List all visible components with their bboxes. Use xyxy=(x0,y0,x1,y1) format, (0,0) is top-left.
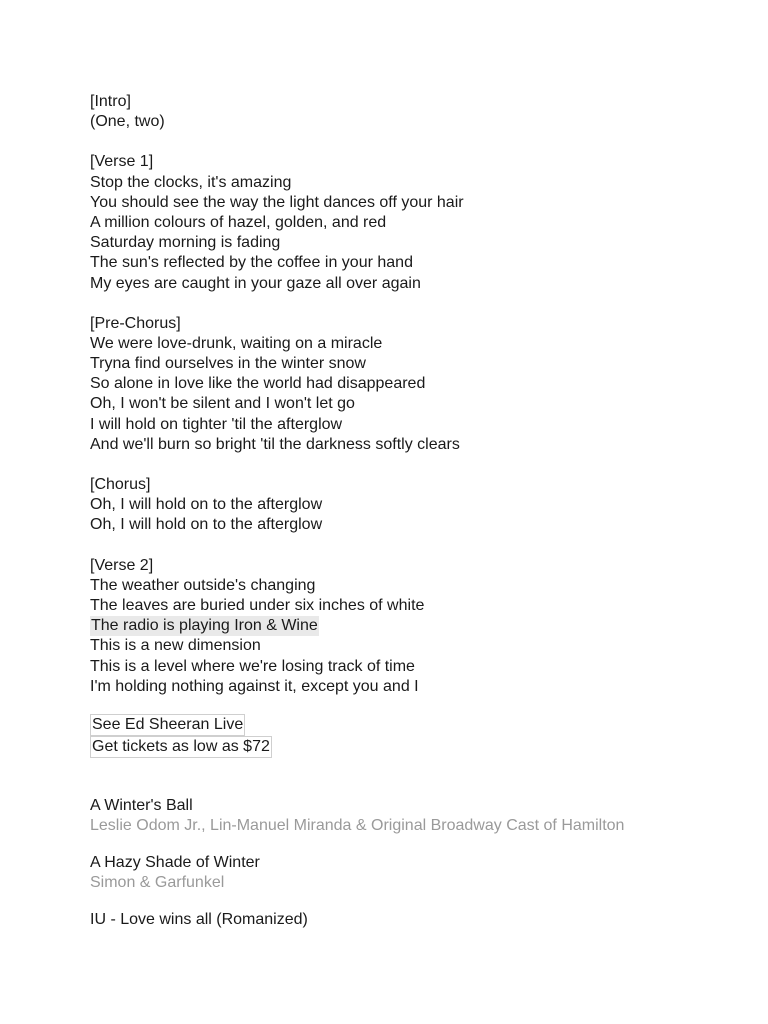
section-header: [Chorus] xyxy=(90,476,151,493)
section-header: [Verse 2] xyxy=(90,556,154,574)
related-song[interactable] xyxy=(90,853,750,893)
lyric-line: This is a new dimension xyxy=(90,637,261,655)
lyrics-section-verse-1 xyxy=(90,152,750,293)
annotated-lyric[interactable]: The radio is playing Iron & Wine xyxy=(90,616,319,636)
section-header: [Intro] xyxy=(90,93,131,110)
tickets-link[interactable]: Get tickets as low as $72 xyxy=(90,736,272,758)
lyric-line: Tryna find ourselves in the winter snow xyxy=(90,355,366,373)
see-live-link[interactable]: See Ed Sheeran Live xyxy=(90,714,245,736)
lyrics-section-intro xyxy=(90,92,750,132)
related-song-title[interactable]: A Winter's Ball xyxy=(90,796,193,814)
lyric-line: And we'll burn so bright 'til the darkness softly clears xyxy=(90,435,460,453)
lyric-line: So alone in love like the world had disappeared xyxy=(90,375,426,393)
lyric-line: Oh, I will hold on to the afterglow xyxy=(90,496,323,514)
related-song-artist: Simon & Garfunkel xyxy=(90,873,225,891)
lyrics-section-pre-chorus xyxy=(90,314,750,455)
lyric-line: We were love-drunk, waiting on a miracle xyxy=(90,334,383,352)
section-header: [Verse 1] xyxy=(90,153,154,171)
related-song-artist: Leslie Odom Jr., Lin-Manuel Miranda & Original Broadway Cast of Hamilton xyxy=(90,816,625,834)
lyric-line: Saturday morning is fading xyxy=(90,234,281,252)
lyric-line: The weather outside's changing xyxy=(90,576,316,594)
lyric-line: A million colours of hazel, golden, and red xyxy=(90,213,387,231)
lyric-line: You should see the way the light dances off your hair xyxy=(90,193,464,211)
related-song-title[interactable]: IU - Love wins all (Romanized) xyxy=(90,910,308,928)
lyric-line: My eyes are caught in your gaze all over again xyxy=(90,274,421,292)
related-song[interactable] xyxy=(90,910,750,930)
lyric-line: (One, two) xyxy=(90,113,165,131)
lyric-line: Oh, I will hold on to the afterglow xyxy=(90,516,323,534)
lyric-line: This is a level where we're losing track of time xyxy=(90,657,415,675)
related-song[interactable] xyxy=(90,796,750,836)
lyric-line: I'm holding nothing against it, except you and I xyxy=(90,677,419,695)
section-header: [Pre-Chorus] xyxy=(90,314,181,332)
lyrics-section-chorus xyxy=(90,475,750,536)
lyric-line-highlighted[interactable] xyxy=(90,616,750,636)
lyrics-page xyxy=(90,92,750,947)
lyric-line: I will hold on tighter 'til the afterglow xyxy=(90,415,343,433)
lyrics-section-verse-2 xyxy=(90,556,750,697)
lyric-line: The sun's reflected by the coffee in your hand xyxy=(90,254,413,272)
lyric-line: Stop the clocks, it's amazing xyxy=(90,173,292,191)
concert-promo xyxy=(90,714,750,758)
lyric-line: Oh, I won't be silent and I won't let go xyxy=(90,395,355,413)
related-songs xyxy=(90,796,750,930)
related-song-title[interactable]: A Hazy Shade of Winter xyxy=(90,853,260,871)
lyric-line: The leaves are buried under six inches of white xyxy=(90,596,425,614)
